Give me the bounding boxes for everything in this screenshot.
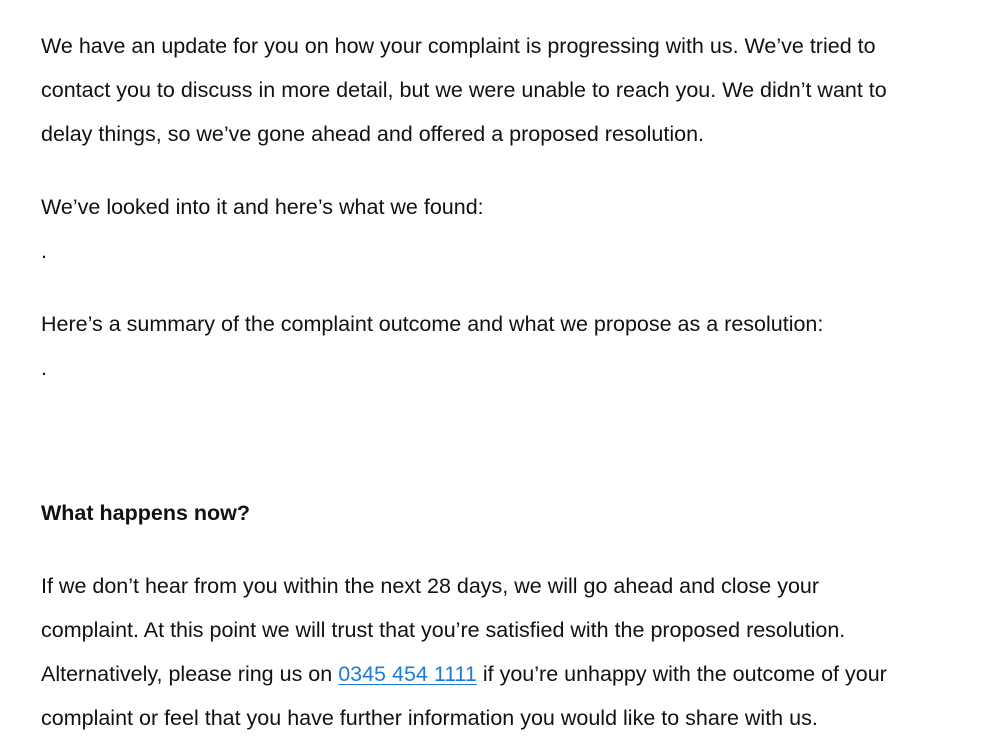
intro-line-3: delay things, so we’ve gone ahead and offered a proposed resolution.: [41, 122, 704, 146]
next-steps-line-3-before: Alternatively, please ring us on: [41, 662, 339, 686]
next-steps-line-2: complaint. At this point we will trust that you’re satisfied with the proposed resolution.: [41, 618, 846, 642]
phone-number-link[interactable]: 0345 454 1111: [338, 662, 477, 686]
next-steps-line-3-after: if you’re unhappy with the outcome of your: [476, 662, 887, 686]
findings-body: .: [41, 239, 47, 263]
summary-heading: Here’s a summary of the complaint outcome and what we propose as a resolution:: [41, 312, 824, 336]
findings-heading: We’ve looked into it and here’s what we found:: [41, 195, 484, 219]
next-steps-line-3: [41, 661, 887, 687]
next-steps-line-4: complaint or feel that you have further information you would like to share with us.: [41, 706, 818, 730]
intro-line-1: We have an update for you on how your complaint is progressing with us. We’ve tried to: [41, 34, 876, 58]
intro-line-2: contact you to discuss in more detail, but we were unable to reach you. We didn’t want to: [41, 78, 887, 102]
next-steps-line-1: If we don’t hear from you within the next 28 days, we will go ahead and close your: [41, 574, 820, 598]
summary-body: .: [41, 356, 47, 380]
next-steps-heading: What happens now?: [41, 501, 251, 525]
